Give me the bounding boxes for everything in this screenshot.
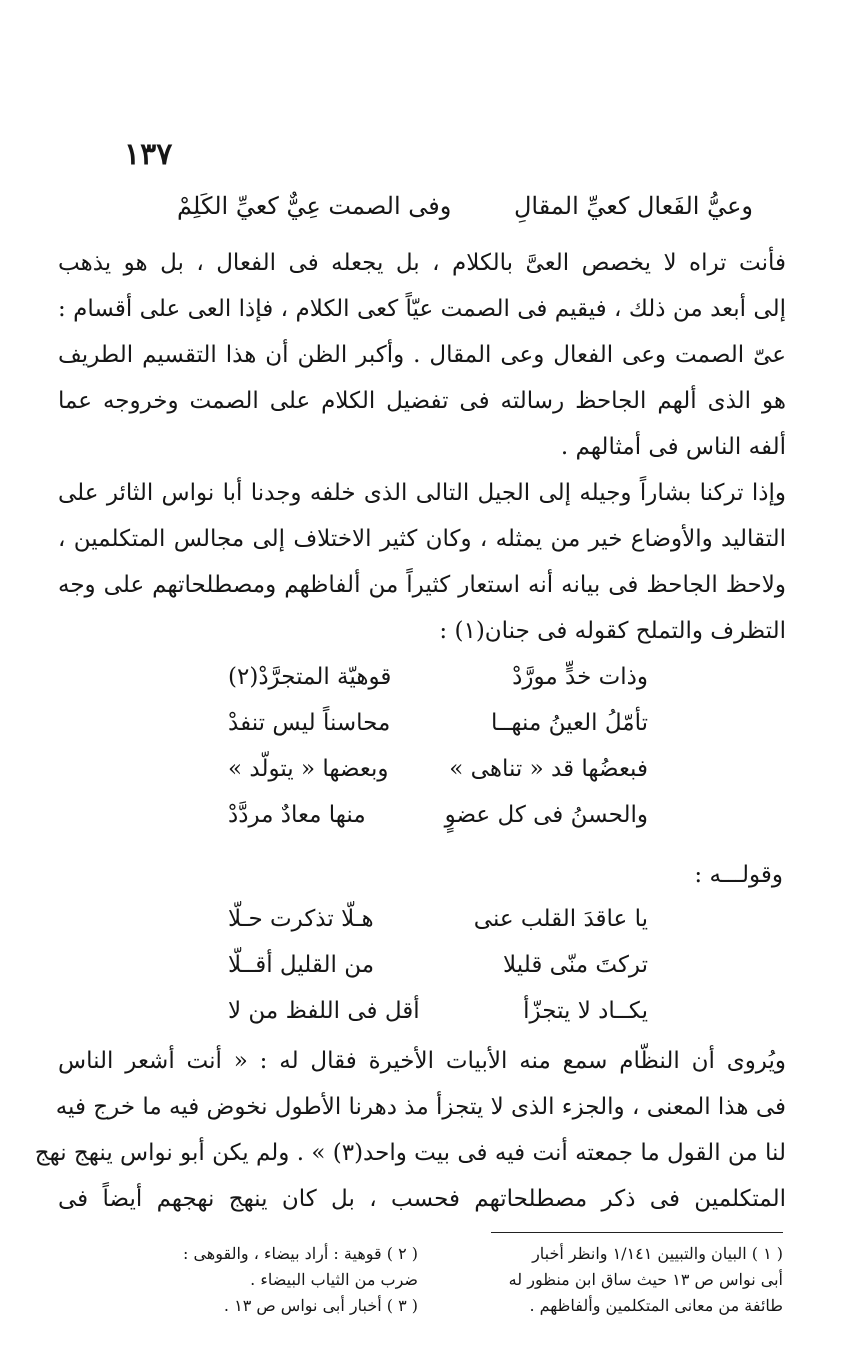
paragraph-3-line: لنا من القول ما جمعته أنت فيه فى بيت واحد(٣) » . ولم يكن أبو نواس ينهج نهج	[34, 1140, 786, 1166]
paragraph-1-line: ألفه الناس فى أمثالهم .	[560, 434, 786, 460]
poem-1-hemistich-1: فبعضُها قد « تناهى »	[449, 756, 648, 782]
poem-2-hemistich-1: يا عاقدَ القلب عنى	[473, 906, 648, 932]
footnote-separator	[491, 1232, 783, 1233]
paragraph-2-line: ولاحظ الجاحظ فى بيانه أنه استعار كثيراً من ألفاظهم ومصطلحاتهم على وجه	[58, 572, 786, 598]
paragraph-2-line: التقاليد والأوضاع خير من يمثله ، وكان كثير الاختلاف إلى مجالس المتكلمين ،	[58, 526, 786, 552]
poem-1-hemistich-1: وذات خدٍّ مورَّدْ	[512, 664, 648, 690]
poem-1-hemistich-2: منها معادٌ مردَّدْ	[228, 802, 366, 828]
poem-1-hemistich-1: والحسنُ فى كل عضوٍ	[444, 802, 648, 828]
poem-1-hemistich-2: قوهيّة المتجرَّدْ(٢)	[228, 664, 392, 690]
poem-2-hemistich-2: أقل فى اللفظ من لا	[228, 998, 420, 1024]
poem-2-hemistich-1: تركتَ منّى قليلا	[503, 952, 648, 978]
paragraph-1-line: إلى أبعد من ذلك ، فيقيم فى الصمت عيّاً كعى الكلام ، فإذا العى على أقسام :	[58, 296, 786, 322]
footnote-1-line: أبى نواس ص ١٣ حيث ساق ابن منظور له	[508, 1270, 783, 1289]
paragraph-2-line: التظرف والتملح كقوله فى جنان(١) :	[439, 618, 786, 644]
footnote-2-line: ضرب من الثياب البيضاء .	[250, 1270, 418, 1289]
top-verse-hemistich-1: وعيُّ الفَعال كعيِّ المقالِ	[513, 192, 753, 220]
footnote-1-line: ( ١ ) البيان والتبيين ١/١٤١ وانظر أخبار	[532, 1244, 783, 1263]
top-verse	[177, 192, 753, 220]
paragraph-1-line: فأنت تراه لا يخصص العىَّ بالكلام ، بل يجعله فى الفعال ، بل هو يذهب	[58, 250, 786, 276]
top-verse-hemistich-2: وفى الصمت عِيٌّ كعيِّ الكَلِمْ	[177, 192, 452, 220]
poem-1-hemistich-2: وبعضها « يتولّد »	[228, 756, 389, 782]
poem-1-hemistich-1: تأمّلُ العينُ منهــا	[490, 710, 648, 736]
paragraph-1-line: هو الذى ألهم الجاحظ رسالته فى تفضيل الكلام على الصمت وخروجه عما	[58, 388, 786, 414]
paragraph-3-line: المتكلمين فى ذكر مصطلحاتهم فحسب ، بل كان ينهج نهجهم أيضاً فى	[58, 1186, 786, 1212]
paragraph-3-line: فى هذا المعنى ، والجزء الذى لا يتجزأ مذ دهرنا الأطول نخوض فيه ما خرج فيه	[55, 1094, 786, 1120]
poem-2-hemistich-2: من القليل أقــلّا	[228, 952, 375, 978]
footnote-1-line: طائفة من معانى المتكلمين وألفاظهم .	[529, 1296, 783, 1315]
page-number: ١٣٧	[124, 137, 173, 172]
poem-2-hemistich-1: يكــاد لا يتجزّأ	[523, 998, 648, 1024]
footnote-2-line: ( ٢ ) قوهية : أراد بيضاء ، والقوهى :	[182, 1244, 418, 1263]
poem-1-hemistich-2: محاسناً ليس تنفدْ	[228, 710, 391, 736]
poem-2-intro: وقولـــه :	[694, 862, 783, 888]
paragraph-3-line: ويُروى أن النظّام سمع منه الأبيات الأخيرة فقال له : « أنت أشعر الناس	[58, 1048, 786, 1074]
footnote-3-line: ( ٣ ) أخبار أبى نواس ص ١٣ .	[223, 1296, 418, 1315]
paragraph-1-line: عىّ الصمت وعى الفعال وعى المقال . وأكبر الظن أن هذا التقسيم الطريف	[58, 342, 786, 368]
poem-2-hemistich-2: هـلّا تذكرت حـلّا	[228, 906, 374, 932]
paragraph-2-line: وإذا تركنا بشاراً وجيله إلى الجيل التالى الذى خلفه وجدنا أبا نواس الثائر على	[58, 480, 786, 506]
